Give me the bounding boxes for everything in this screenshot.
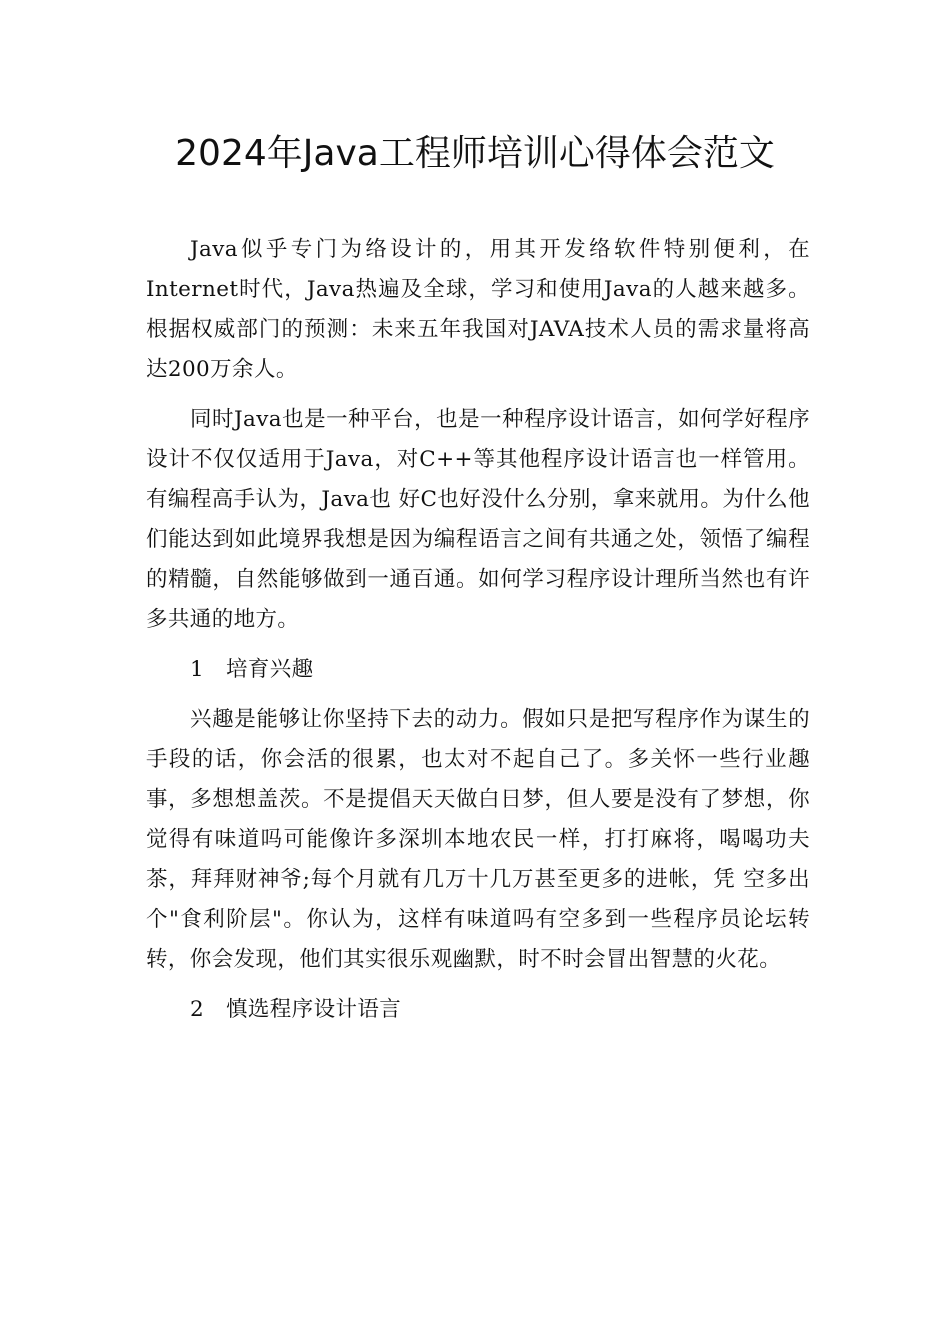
paragraph-platform: 同时Java也是一种平台，也是一种程序设计语言，如何学好程序设计不仅仅适用于Java，对C++等其他程序设计语言也一样管用。有编程高手认为，Java也 好C也好没什么分别，拿来就用。为什么他们能达到如此境界我想是因为编程语言之间有共通之处，领悟了编程的精髓，自然能够做到一通百通。如何学习程序设计理所当然也有许多共通的地方。 — [146, 407, 810, 632]
paragraph-intro: Java似乎专门为络设计的，用其开发络软件特别便利，在Internet时代，Java热遍及全球，学习和使用Java的人越来越多。根据权威部门的预测：未来五年我国对JAVA技术人员的需求量将高达200万余人。 — [146, 237, 810, 382]
document-body — [146, 230, 810, 1040]
section-heading-language: 2 慎选程序设计语言 — [190, 997, 402, 1022]
document-title: 2024年Java工程师培训心得体会范文 — [175, 133, 775, 174]
paragraph-interest: 兴趣是能够让你坚持下去的动力。假如只是把写程序作为谋生的手段的话，你会活的很累，也太对不起自己了。多关怀一些行业趣事，多想想盖茨。不是提倡天天做白日梦，但人要是没有了梦想，你觉得有味道吗可能像许多深圳本地农民一样，打打麻将，喝喝功夫茶，拜拜财神爷;每个月就有几万十几万甚至更多的进帐，凭 空多出个"食利阶层"。你认为，这样有味道吗有空多到一些程序员论坛转转，你会发现，他们其实很乐观幽默，时不时会冒出智慧的火花。 — [146, 707, 810, 972]
section-heading-interest: 1 培育兴趣 — [190, 657, 314, 682]
